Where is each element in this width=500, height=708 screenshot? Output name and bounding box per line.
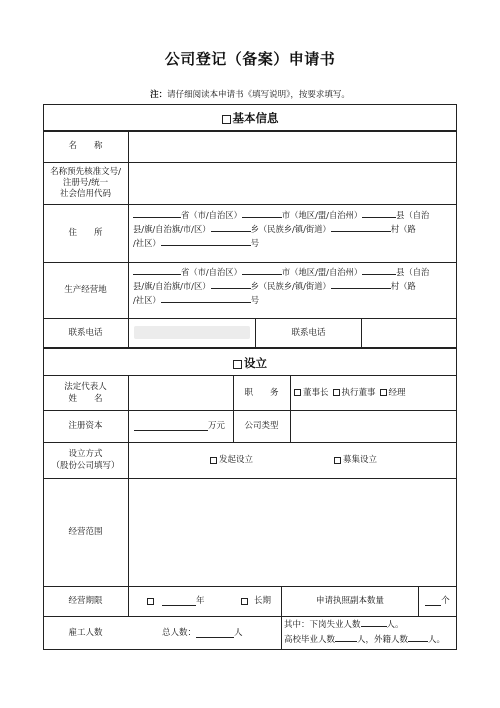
address-line-2 [129,222,456,236]
business-site-field[interactable] [129,265,456,307]
label-line: 法定代表人 [64,381,107,392]
term-year-unit: 年 [196,596,205,606]
blank[interactable] [162,596,196,606]
name-label: 名 称 [68,141,103,151]
name-field[interactable] [129,131,456,162]
method-option-promotion[interactable] [210,442,290,478]
note-prefix: 注： [150,90,168,100]
breakdown-text: 高校毕业人数 [284,635,336,645]
addr-text: /社区） [133,238,161,248]
position-option: 执行董事 [341,387,376,398]
addr-text: 村（路 [390,224,416,234]
page-title: 公司登记（备案）申请书 [164,50,336,68]
legal-rep-label [43,375,128,410]
section-checkbox-icon[interactable] [222,115,231,124]
blank[interactable] [362,265,396,275]
section-setup [0,355,500,371]
label-line: 社会信用代码 [59,188,111,199]
breakdown-line-2 [284,632,456,647]
blank[interactable] [425,596,441,606]
method-option: 发起设立 [219,455,254,465]
phone-label-right: 联系电话 [291,327,326,338]
total-people-label: 总人数： [162,628,197,638]
addr-text: 县/旗/自治旗/市/区） [133,281,211,291]
employees-label: 雇工人数 [68,628,103,638]
section-basic-heading: 基本信息 [232,111,279,125]
preapproval-code-field[interactable] [129,163,456,204]
position-label: 职 务 [244,387,279,398]
checkbox-icon[interactable] [334,457,341,464]
blank[interactable] [196,628,234,638]
fill-note [0,88,500,100]
addr-text: 县/旗/自治旗/市/区） [133,224,211,234]
addr-text: 号 [250,238,259,248]
total-people-field[interactable] [162,616,281,650]
business-scope-field[interactable] [129,479,456,586]
section-basic-info [0,110,500,126]
label-line: 注册号/统一 [62,177,109,188]
phone-field-left[interactable] [134,326,250,339]
license-copies-label: 申请执照副本数量 [315,596,384,606]
blank[interactable] [133,208,181,218]
address-line-1 [129,208,456,222]
site-line-1 [129,265,456,279]
method-option: 募集设立 [343,455,378,465]
site-line-3 [129,293,456,307]
company-type-field[interactable] [291,411,456,442]
people-unit: 人。 [428,635,446,645]
blank[interactable] [362,208,396,218]
license-copies-field[interactable] [419,586,456,616]
phone-field-right[interactable] [362,319,456,347]
addr-text: 市（地区/盟/自治州） [281,210,363,220]
addr-text: 县（自治 [396,210,430,220]
blank[interactable] [331,279,391,289]
people-unit: 人。 [386,620,404,630]
blank[interactable] [408,632,428,642]
method-option-subscription[interactable] [334,442,414,478]
addr-text: 村（路 [390,281,416,291]
checkbox-icon[interactable] [333,389,340,396]
phone-label-left: 联系电话 [68,327,103,338]
label-line: 设立方式 [68,449,103,459]
blank[interactable] [242,265,282,275]
addr-text: 乡（民族乡/镇/街道） [250,224,331,234]
term-years-option[interactable] [147,586,217,616]
addr-text: 号 [250,295,259,305]
checkbox-icon[interactable] [241,598,248,605]
foreign-text: ，外籍人数 [365,635,409,645]
blank[interactable] [331,222,391,232]
people-unit: 人 [357,635,366,645]
checkbox-icon[interactable] [210,457,217,464]
position-option: 董事长 [303,387,329,398]
blank[interactable] [242,208,282,218]
divider [43,347,457,349]
section-setup-heading: 设立 [244,356,267,370]
address-field[interactable] [129,208,456,250]
address-line-3 [129,236,456,250]
breakdown-text: 其中：下岗失业人数 [284,620,361,630]
blank[interactable] [133,265,181,275]
blank[interactable] [335,632,357,642]
addr-text: 省（市/自治区） [181,267,242,277]
breakdown-line-1 [284,617,456,632]
blank[interactable] [361,617,387,627]
note-text: 请仔细阅读本申请书《填写说明》，按要求填写。 [167,90,350,100]
business-site-label: 生产经营地 [64,285,107,295]
legal-rep-field[interactable] [129,376,233,410]
blank[interactable] [161,293,251,303]
copies-unit: 个 [441,596,450,606]
registered-capital-field[interactable] [134,410,233,442]
position-option: 经理 [388,387,406,398]
business-scope-label: 经营范围 [68,527,103,537]
employee-breakdown [284,617,456,647]
addr-text: 乡（民族乡/镇/街道） [250,281,331,291]
addr-text: 省（市/自治区） [181,210,242,220]
company-type-label: 公司类型 [244,421,279,431]
capital-unit: 万元 [208,421,226,431]
section-checkbox-icon[interactable] [233,360,242,369]
people-unit: 人 [234,628,243,638]
site-line-2 [129,279,456,293]
term-long-label: 长期 [254,596,272,606]
label-line: 名称预先核准文号/ [50,166,121,177]
checkbox-icon[interactable] [380,389,387,396]
term-long-option[interactable] [241,586,281,616]
blank[interactable] [211,279,251,289]
address-label: 住 所 [68,228,103,238]
checkbox-icon[interactable] [294,389,301,396]
addr-text: 县（自治 [396,267,430,277]
blank[interactable] [211,222,251,232]
term-label: 经营期限 [68,596,103,606]
blank[interactable] [134,421,208,431]
registered-capital-label: 注册资本 [68,421,103,431]
label-line: 姓 名 [68,393,103,404]
blank[interactable] [161,236,251,246]
label-line: （股份公司填写） [51,461,120,471]
addr-text: /社区） [133,295,161,305]
checkbox-icon[interactable] [147,598,154,605]
position-options [294,375,456,410]
addr-text: 市（地区/盟/自治州） [281,267,363,277]
setup-method-label [43,442,128,478]
name-preapproval-label [43,162,128,204]
